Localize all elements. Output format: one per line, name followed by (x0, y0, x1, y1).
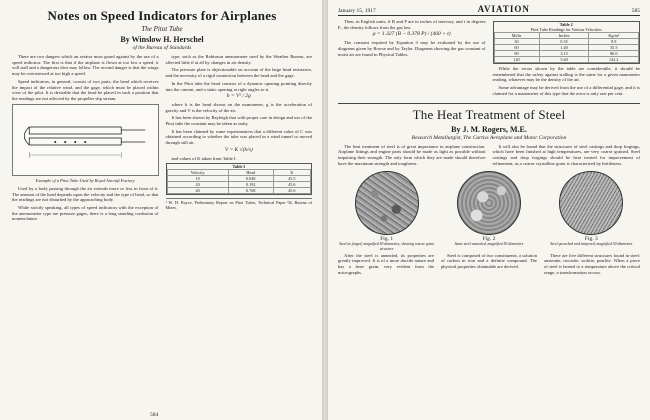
column-2 (166, 54, 313, 224)
paragraph: and values of K taken from Table I. (171, 155, 237, 161)
table-row (167, 188, 311, 194)
table-caption: Pitot Tube Readings for Various Velocities (530, 27, 602, 32)
micrograph-figure (338, 171, 435, 251)
column-2 (441, 253, 537, 278)
heat-treatment-article (338, 103, 640, 278)
micrograph-figure (440, 171, 537, 251)
top-columns (338, 19, 640, 99)
equation-3: ρ = 1.327 (B − 0.378 P) / (460 + t) (372, 31, 451, 38)
figure-label: Fig. 2 (482, 236, 496, 243)
table-cell: 10 (167, 176, 228, 182)
data-table (494, 32, 640, 63)
table-cell: 90 (494, 51, 539, 57)
table-header: Velocity (167, 170, 228, 176)
table-2 (493, 21, 641, 64)
table-cell: 60 (494, 45, 539, 51)
table-cell: 1.40 (539, 45, 589, 51)
article-intro-columns (338, 144, 640, 169)
right-page (328, 0, 650, 420)
figure-caption: Steel quenched and tempered, magnified 50 diameters (550, 242, 633, 247)
table-cell: 0.048 (228, 176, 273, 182)
paragraph: It will also be found that the structures of steel castings and drop forgings, which have been finished at high temperatures, are very coarse grained. Steel castings and drop forgings should be heat treated for improvement of refinement, as a coarse crystalline grain is characterized by brittleness. (492, 143, 640, 166)
figure-caption: Same steel annealed, magnified 50 diameters (454, 242, 524, 247)
paragraph: The pressure plate is objectionable on account of the large head resistance, and the necessity of a rigid connection between the head and the gage. (165, 67, 312, 79)
table-cell: 40 (167, 188, 228, 194)
article-body-columns (338, 253, 640, 278)
figure-caption: Example of a Pitot Tube Used by Royal Aircraft Factory (35, 177, 135, 183)
column-1 (338, 144, 486, 169)
article-title: The Heat Treatment of Steel (412, 106, 566, 122)
table-cell: 0.192 (228, 182, 273, 188)
paragraph: Steel is composed of two constituents, a solution of carbon in iron and a definite compound. The physical properties obtainable are derived. (441, 252, 537, 269)
paragraph: Then, in English units, if B and P are in inches of mercury, and t in degrees F., the density follows from the gas law. (338, 19, 486, 30)
article-byline: By Winslow H. Herschel (120, 35, 204, 44)
paragraph: Some advantage may be derived from the use of a differential gage, and it is claimed for a manometer of this type that the error is only one per cent. (492, 85, 640, 96)
table-cell: 45.5 (273, 176, 310, 182)
micrograph-image (559, 171, 623, 235)
paragraph: Speed indicators, in general, consist of two parts, the head which receives the impact of the relative wind, and the gage, which must be placed within view of the pilot. It is desirable that the head be placed in such a position that the readings are not affected by the propeller slip stream. (12, 78, 159, 101)
equation-2: V = K √(h/s) (224, 146, 253, 153)
table-cell: 142.2 (589, 57, 639, 63)
magazine-name: AVIATION (477, 4, 530, 14)
page-number: 584 (150, 412, 159, 418)
column-2 (493, 144, 641, 169)
page-number: 585 (631, 8, 640, 14)
table-row (494, 45, 639, 51)
column-3 (544, 253, 640, 278)
figure-label: Fig. 3 (584, 236, 598, 243)
table-cell: 20 (167, 182, 228, 188)
paragraph: where h is the head shown on the manometer, g is the acceleration of gravity and V is the velocity of the air. (165, 101, 312, 113)
paragraph: The heat treatment of steel is of great importance in airplane construction. Airplane fittings and engine parts should be made as light as possible without impairing their strength. The only form which they are made should therefore have the maximum strength and toughness. (338, 143, 486, 166)
micrograph-figure (543, 171, 640, 251)
micrograph-row (338, 171, 640, 251)
table-title: Table I (232, 164, 246, 170)
paragraph: There are five different structures found in steel: austenite, troostite, sorbite, pearlite. When a piece of steel is heated to a temperature above the critical range, a transformation occurs. (544, 252, 640, 275)
figure-caption: Steel as forged, magnified 50 diameters, showing coarse grain structure (339, 242, 435, 251)
table-cell: 35.5 (589, 45, 639, 51)
table-title: Table 2 (559, 22, 573, 27)
table-header: Inches (539, 33, 589, 39)
article-columns (12, 54, 312, 224)
table-cell: 0.35 (539, 39, 589, 45)
column-1 (12, 54, 159, 224)
paragraph: It has been shown by Rayleigh that with proper care in design and use of the Pitot tube the constant may be taken as unity. (165, 115, 312, 127)
table-cell: 45.6 (273, 188, 310, 194)
table-header: Head (228, 170, 273, 176)
figure-label: Fig. 1 (380, 236, 394, 243)
pitot-tube-drawing (13, 105, 158, 175)
section-divider (338, 103, 640, 104)
paragraph: There are two dangers which an aviator must guard against by the use of a speed indicator. The first is that if the airplane is flown at too low a speed, it will stall and a dangerous dive may follow. The second danger is that the wings may be overstressed at too high a speed. (12, 54, 159, 77)
article-byline: By J. M. Rogers, M.E. (451, 124, 527, 134)
table-cell: 80.0 (589, 51, 639, 57)
column-2 (493, 19, 641, 99)
table-cell: 120 (494, 57, 539, 63)
column-1 (338, 253, 434, 278)
paragraph: After the steel is annealed, its properties are greatly improved. It is of a more ductile nature and has a finer grain, very evident from the micrographs. (338, 252, 434, 275)
table-cell: 5.60 (539, 57, 589, 63)
table-header: Kg/m² (589, 33, 639, 39)
paragraph: It has been claimed by some experimenters that a different value of C was obtained according to whether the tube was placed in a wind tunnel or moved through still air. (165, 128, 312, 146)
column-1 (338, 19, 486, 99)
article-affiliation: of the Bureau of Standards (132, 45, 192, 51)
table-cell: 8.9 (589, 39, 639, 45)
table-1 (166, 163, 313, 195)
table-header: K (273, 170, 310, 176)
table-cell: 30 (494, 39, 539, 45)
running-header (338, 4, 640, 16)
equation-1: h = V² / 2g (226, 93, 251, 100)
table-row (494, 57, 639, 63)
footnote: ¹ W. H. Boyce, Preliminary Report on Pitot Tubes, Technical Paper 94, Bureau of Mines. (165, 200, 312, 211)
pitot-tube-figure (12, 104, 159, 176)
data-table (167, 169, 312, 194)
table-header: Mi/hr (494, 33, 539, 39)
micrograph-image (457, 171, 521, 235)
table-cell: 0.768 (228, 188, 273, 194)
table-row (494, 51, 639, 57)
article-subtitle: The Pitot Tube (141, 25, 183, 33)
paragraph: The constant required by Equation 3 may be evaluated by the use of diagrams given by Rowse and by Taylor. Diagrams showing the gas constant of moist air are found in Physical Tables. (338, 40, 486, 57)
running-date: January 15, 1917 (338, 8, 376, 14)
table-cell: 45.6 (273, 182, 310, 188)
paragraph: While strictly speaking, all types of speed indicators with the exception of the anemometer type are pressure gages, there is a long standing confusion of nomenclature. (12, 204, 159, 222)
paragraph: type, such as the Robinson anemometer used by the Weather Bureau, are affected little if at all by changes in air density. (165, 54, 312, 65)
paragraph: Used by a body passing through the air extends more or less in front of it. The amount of the head depends upon the velocity and the type of head, so that the readings are not disturbed by the approaching body. (12, 185, 159, 203)
paragraph: While the errors shown by the table are considerable, it should be remembered that the safety against stalling is the same for a given manometer reading, whatever may be the density of the air. (492, 66, 640, 83)
paragraph: In the Pitot tube the head consists of a dynamic opening pointing directly into the current, and a static opening at right angles to it. (165, 80, 312, 92)
table-cell: 3.15 (539, 51, 589, 57)
micrograph-image (355, 171, 419, 235)
left-page (0, 0, 322, 420)
article-title: Notes on Speed Indicators for Airplanes (47, 8, 277, 23)
article-affiliation: Research Metallurgist, The Curtiss Aeroplane and Motor Corporation (411, 134, 567, 141)
